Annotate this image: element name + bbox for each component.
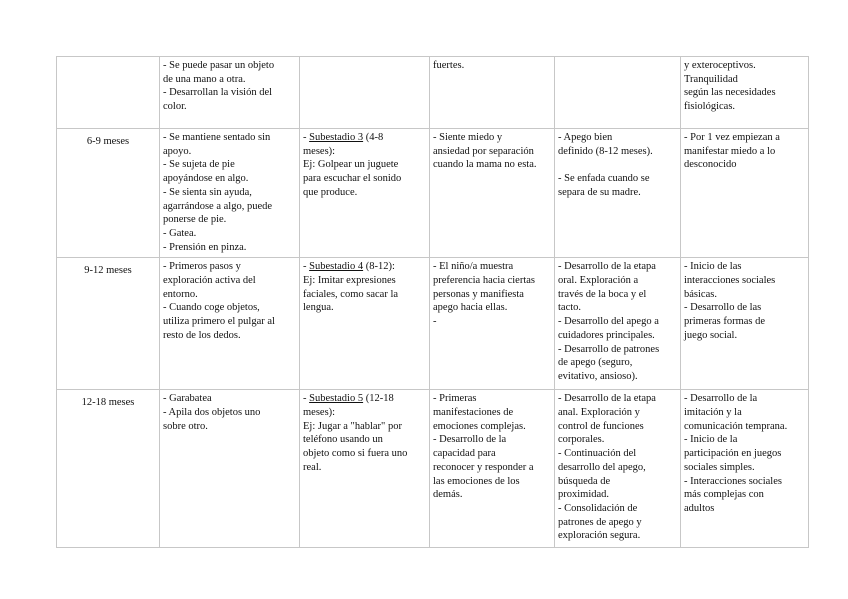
cell-line: - Interacciones sociales: [684, 475, 782, 487]
cell-line: fisiológicas.: [684, 101, 736, 113]
cell-line: manifestaciones de: [433, 407, 514, 419]
social-cell: [681, 390, 809, 548]
cell-line: entorno.: [163, 288, 198, 300]
cell-line: - Se mantiene sentado sin: [163, 132, 271, 143]
cell-line: Ej: Golpear un juguete: [303, 159, 399, 171]
cell-line: cuidadores principales.: [558, 329, 655, 341]
cell-line: tacto.: [558, 302, 582, 314]
table-body: [57, 57, 809, 548]
substage-title: Subestadio 3: [309, 132, 364, 143]
table-row: [57, 57, 809, 129]
cell-line: las emociones de los: [433, 475, 520, 487]
cell-line: resto de los dedos.: [163, 329, 241, 341]
cell-line: participación en juegos: [684, 448, 782, 460]
cell-line: fuertes.: [433, 60, 465, 71]
emotional-cell: [430, 258, 555, 390]
attachment-cell: [555, 57, 681, 129]
attachment-cell: [555, 258, 681, 390]
cell-line: utiliza primero el pulgar al: [163, 316, 275, 328]
motor-cell: [160, 258, 300, 390]
emotional-cell: [430, 129, 555, 258]
cell-line: - Apego bien: [558, 132, 613, 143]
cell-line: exploración activa del: [163, 275, 256, 287]
cell-line: - Garabatea: [163, 393, 212, 405]
cell-line: más complejas con: [684, 489, 764, 501]
cell-line: oral. Exploración a: [558, 275, 639, 287]
cell-line: reconocer y responder a: [433, 461, 534, 473]
cell-line: Ej: Jugar a "hablar" por: [303, 420, 402, 432]
table-row: [57, 129, 809, 258]
cell-line: comunicación temprana.: [684, 420, 788, 432]
motor-cell: [160, 390, 300, 548]
cell-line: de apego (seguro,: [558, 357, 633, 369]
cell-line: exploración segura.: [558, 530, 641, 542]
cell-line: - Se enfada cuando se: [558, 173, 650, 185]
cell-line: preferencia hacia ciertas: [433, 275, 536, 287]
cell-line: - Continuación del: [558, 448, 637, 460]
cell-line: - Subestadio 3 (4-8: [303, 132, 384, 143]
cell-line: apoyándose en algo.: [163, 173, 249, 185]
cell-line: - Cuando coge objetos,: [163, 302, 260, 314]
cell-line: - Se sujeta de pie: [163, 159, 235, 171]
cell-line: demás.: [433, 489, 463, 501]
cell-line: objeto como si fuera uno: [303, 448, 408, 460]
cell-line: proximidad.: [558, 489, 610, 501]
age-cell: [57, 390, 160, 548]
cell-line: para escuchar el sonido: [303, 173, 402, 185]
emotional-cell: [430, 57, 555, 129]
cell-line: - Desarrollo de la: [684, 393, 758, 405]
cell-line: color.: [163, 101, 187, 113]
cell-line: interacciones sociales: [684, 275, 776, 287]
cell-line: real.: [303, 461, 322, 473]
cell-line: control de funciones: [558, 420, 644, 432]
cell-line: - Por 1 vez empiezan a: [684, 132, 780, 143]
cell-line: ponerse de pie.: [163, 214, 227, 226]
substage-range: (12-18: [363, 393, 394, 405]
substage-title: Subestadio 4: [309, 261, 364, 273]
attachment-cell: [555, 129, 681, 258]
age-cell: [57, 129, 160, 258]
cell-line: - Apila dos objetos uno: [163, 407, 261, 419]
cell-line: faciales, como sacar la: [303, 288, 399, 300]
emotional-cell: [430, 390, 555, 548]
cell-line: - Subestadio 4 (8-12):: [303, 261, 395, 273]
cell-line: - Desarrollo de la: [433, 434, 507, 446]
cell-line: emociones complejas.: [433, 420, 526, 432]
motor-cell: [160, 129, 300, 258]
table-row: [57, 258, 809, 390]
age-label: 9-12 meses: [84, 265, 132, 277]
cell-line: -: [433, 316, 437, 328]
cell-line: separa de su madre.: [558, 186, 641, 198]
cell-line: - Inicio de la: [684, 434, 738, 446]
cell-line: anal. Exploración y: [558, 407, 640, 419]
cell-line: - Gatea.: [163, 227, 197, 239]
cell-line: capacidad para: [433, 448, 496, 460]
cell-line: corporales.: [558, 434, 605, 446]
cell-line: que produce.: [303, 186, 358, 198]
cell-line: - Primeras: [433, 393, 477, 405]
cell-line: apoyo.: [163, 145, 192, 157]
cognitive-cell: [300, 258, 430, 390]
cell-line: Tranquilidad: [684, 73, 738, 85]
cell-line: personas y manifiesta: [433, 288, 524, 300]
cell-line: imitación y la: [684, 407, 742, 419]
cell-line: cuando la mama no esta.: [433, 159, 537, 171]
cell-line: y exteroceptivos.: [684, 60, 756, 71]
cell-line: meses):: [303, 407, 336, 419]
substage-range: (8-12):: [363, 261, 395, 273]
table-row: [57, 390, 809, 548]
cell-line: lengua.: [303, 302, 334, 314]
cell-line: básicas.: [684, 288, 717, 300]
cell-line: desconocido: [684, 159, 737, 171]
cell-line: - Consolidación de: [558, 502, 638, 514]
cell-line: - Desarrollan la visión del: [163, 87, 273, 99]
cell-line: agarrándose a algo, puede: [163, 200, 273, 212]
cell-line: sociales simples.: [684, 461, 755, 473]
age-cell: [57, 57, 160, 129]
age-label: 6-9 meses: [86, 136, 130, 147]
cell-line: - Desarrollo de patrones: [558, 343, 660, 355]
social-cell: [681, 129, 809, 258]
cell-line: Ej: Imitar expresiones: [303, 275, 396, 287]
cell-line: patrones de apego y: [558, 516, 642, 528]
cell-line: manifestar miedo a lo: [684, 145, 776, 157]
cell-line: - Desarrollo de la etapa: [558, 393, 656, 405]
cell-line: - Desarrollo de las: [684, 302, 762, 314]
motor-cell: [160, 57, 300, 129]
social-cell: [681, 258, 809, 390]
cell-line: búsqueda de: [558, 475, 611, 487]
cell-line: sobre otro.: [163, 420, 208, 432]
cell-line: definido (8-12 meses).: [558, 145, 653, 157]
cell-line: meses):: [303, 145, 336, 157]
cell-line: - Se sienta sin ayuda,: [163, 186, 252, 198]
cell-line: de una mano a otra.: [163, 73, 246, 85]
development-table: [56, 56, 809, 548]
cognitive-cell: [300, 129, 430, 258]
age-cell: [57, 258, 160, 390]
cell-line: - Subestadio 5 (12-18: [303, 393, 394, 405]
cell-line: - Se puede pasar un objeto: [163, 60, 275, 71]
cell-line: ansiedad por separación: [433, 145, 534, 157]
social-cell: [681, 57, 809, 129]
age-label: 12-18 meses: [81, 397, 135, 409]
cell-line: desarrollo del apego,: [558, 461, 646, 473]
cell-line: - El niño/a muestra: [433, 261, 514, 273]
blank-line: [558, 158, 677, 172]
cell-line: - Siente miedo y: [433, 132, 503, 143]
cell-line: primeras formas de: [684, 316, 766, 328]
attachment-cell: [555, 390, 681, 548]
cell-line: evitativo, ansioso).: [558, 370, 638, 382]
cell-line: - Primeros pasos y: [163, 261, 241, 273]
cell-line: - Desarrollo del apego a: [558, 316, 659, 328]
cognitive-cell: [300, 57, 430, 129]
cell-line: apego hacia ellas.: [433, 302, 508, 314]
cell-line: adultos: [684, 502, 715, 514]
substage-title: Subestadio 5: [309, 393, 364, 405]
cell-line: - Prensión en pinza.: [163, 241, 247, 253]
cell-line: teléfono usando un: [303, 434, 383, 446]
cognitive-cell: [300, 390, 430, 548]
cell-line: - Inicio de las: [684, 261, 742, 273]
substage-range: (4-8: [363, 132, 384, 143]
cell-line: según las necesidades: [684, 87, 776, 99]
cell-line: juego social.: [684, 329, 738, 341]
cell-line: - Desarrollo de la etapa: [558, 261, 656, 273]
cell-line: través de la boca y el: [558, 288, 647, 300]
